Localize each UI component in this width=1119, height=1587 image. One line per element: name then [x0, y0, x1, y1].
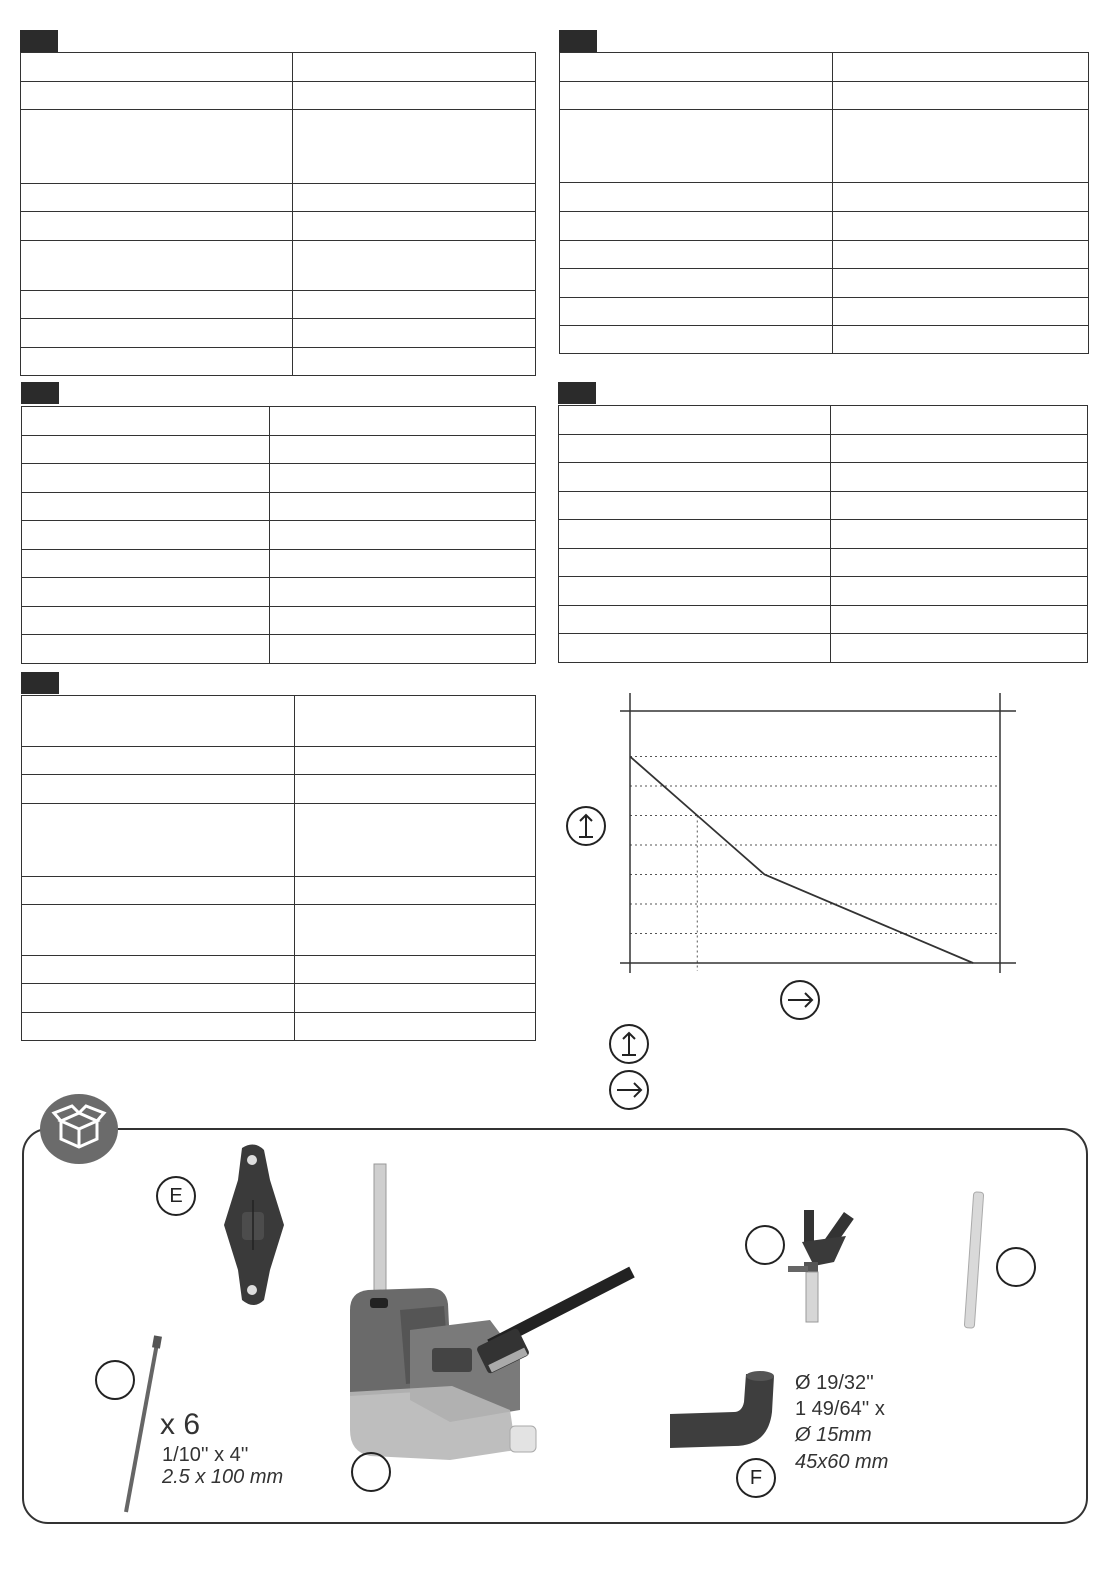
table-row — [22, 696, 536, 747]
table-row — [560, 183, 1089, 212]
tube-label-circle — [996, 1247, 1036, 1287]
section-tab-5 — [21, 672, 59, 694]
table-row — [22, 578, 536, 607]
table-row — [22, 635, 536, 664]
arrow-up-icon — [565, 805, 607, 847]
table-row — [22, 436, 536, 464]
performance-chart — [560, 685, 1040, 985]
section-tab-2 — [559, 30, 597, 52]
table-row — [559, 634, 1088, 663]
table-row — [21, 348, 536, 376]
y-connector-image — [784, 1206, 874, 1326]
table-row — [21, 241, 536, 291]
pump-label-circle — [351, 1452, 391, 1492]
table-row — [21, 53, 536, 82]
elbow-hose-image — [664, 1368, 784, 1452]
legend-arrow-up-icon — [608, 1023, 650, 1065]
section-tab-4 — [558, 382, 596, 404]
table-row — [560, 269, 1089, 298]
elbow-mm-diameter: Ø 15mm — [795, 1424, 872, 1446]
label-f-circle — [736, 1458, 776, 1498]
screws-size-inch: 1/10'' x 4'' — [162, 1444, 249, 1466]
table-row — [22, 407, 536, 436]
legend-arrow-right-icon — [608, 1069, 650, 1111]
package-box-icon — [40, 1094, 118, 1164]
table-row — [22, 877, 536, 905]
table-row — [22, 607, 536, 635]
table-row — [560, 82, 1089, 110]
table-row — [560, 212, 1089, 241]
table-row — [559, 406, 1088, 435]
elbow-mm-size: 45x60 mm — [795, 1451, 889, 1473]
arrow-right-icon — [779, 979, 821, 1021]
spec-table-4 — [558, 405, 1088, 663]
table-row — [22, 550, 536, 578]
mounting-bracket-image — [218, 1140, 290, 1310]
table-row — [559, 606, 1088, 634]
table-row — [21, 110, 536, 184]
table-row — [21, 82, 536, 110]
table-row — [22, 521, 536, 550]
table-row — [560, 241, 1089, 269]
table-row — [21, 319, 536, 348]
connector-label-circle — [745, 1225, 785, 1265]
spec-table-1 — [20, 52, 536, 376]
section-tab-1 — [20, 30, 58, 52]
table-row — [21, 212, 536, 241]
table-row — [559, 463, 1088, 492]
table-row — [21, 291, 536, 319]
table-row — [559, 549, 1088, 577]
table-row — [22, 493, 536, 521]
table-row — [22, 984, 536, 1013]
elbow-inch-diameter: Ø 19/32'' — [795, 1372, 874, 1394]
table-row — [559, 492, 1088, 520]
table-row — [22, 956, 536, 984]
series-line — [630, 757, 973, 964]
table-row — [560, 298, 1089, 326]
table-row — [22, 1013, 536, 1041]
table-row — [22, 905, 536, 956]
table-row — [560, 110, 1089, 183]
table-row — [21, 184, 536, 212]
section-tab-3 — [21, 382, 59, 404]
table-row — [22, 804, 536, 877]
label-e-circle — [156, 1176, 196, 1216]
table-row — [22, 747, 536, 775]
clear-tube-image — [955, 1190, 995, 1330]
screws-size-mm: 2.5 x 100 mm — [162, 1466, 284, 1488]
table-row — [559, 435, 1088, 463]
label-e: E — [169, 1184, 183, 1207]
label-f: F — [749, 1466, 763, 1489]
table-row — [559, 577, 1088, 606]
table-row — [22, 775, 536, 804]
table-row — [560, 326, 1089, 354]
spec-table-5 — [21, 695, 536, 1041]
spec-table-2 — [559, 52, 1089, 354]
table-row — [560, 53, 1089, 82]
table-row — [559, 520, 1088, 549]
pump-unit-image — [340, 1160, 640, 1480]
table-row — [22, 464, 536, 493]
spec-table-3 — [21, 406, 536, 664]
screws-quantity: x 6 — [160, 1408, 201, 1441]
elbow-inch-size: 1 49/64'' x — [795, 1398, 885, 1420]
